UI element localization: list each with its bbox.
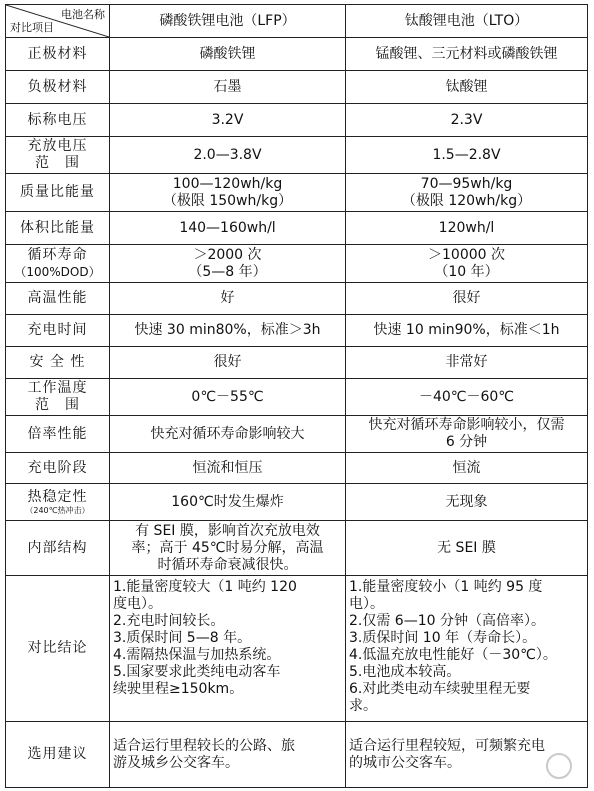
row-label: 负极材料 — [6, 71, 110, 104]
row-volume-energy — [6, 212, 588, 245]
row-advice — [6, 722, 588, 788]
lto-value — [346, 245, 588, 283]
lfp-value-line: 时循环寿命衰减很快。 — [157, 556, 298, 573]
lfp-value: 快充对循环寿命影响较大 — [110, 416, 346, 453]
row-label: 高温性能 — [6, 283, 110, 315]
lfp-value-line: （极限 150wh/kg） — [162, 192, 293, 209]
watermark-icon — [546, 753, 572, 779]
row-label: 安 全 性 — [6, 347, 110, 379]
lfp-value-line: 100—120wh/kg — [172, 175, 283, 192]
corner-cell — [6, 5, 110, 38]
row-label-line: 范 围 — [35, 397, 80, 413]
lto-value: －40℃－60℃ — [346, 379, 588, 416]
lfp-value-line: 游及城乡公交客车。 — [113, 754, 239, 771]
row-label: 内部结构 — [6, 521, 110, 576]
lto-conclusion-list — [346, 576, 588, 722]
list-item: 2.充电时间较长。 — [113, 613, 225, 629]
row-charge-stage — [6, 453, 588, 484]
lfp-value: 恒流和恒压 — [110, 453, 346, 484]
lfp-value: 0℃－55℃ — [110, 379, 346, 416]
lto-value: 钛酸锂 — [346, 71, 588, 104]
lfp-value: 石墨 — [110, 71, 346, 104]
lto-value-line: 的城市公交客车。 — [349, 754, 461, 771]
row-structure — [6, 521, 588, 576]
row-label: 体积比能量 — [6, 212, 110, 245]
lto-value-line: ＞10000 次 — [428, 246, 505, 263]
lfp-value — [110, 521, 346, 576]
list-item: 2.仅需 6—10 分钟（高倍率）。 — [349, 613, 545, 629]
lto-value: 恒流 — [346, 453, 588, 484]
lto-value-line: 适合运行里程较短，可频繁充电 — [349, 737, 545, 754]
row-rate — [6, 416, 588, 453]
lfp-value — [110, 245, 346, 283]
list-item: 3.质保时间 10 年（寿命长）。 — [349, 630, 537, 646]
list-item: 3.质保时间 5—8 年。 — [113, 630, 252, 646]
lto-value: 无 SEI 膜 — [346, 521, 588, 576]
row-label-line: 工作温度 — [27, 380, 88, 396]
lfp-value: 快速 30 min80%，标准＞3h — [110, 315, 346, 347]
lto-value: 1.5—2.8V — [346, 137, 588, 174]
row-anode — [6, 71, 588, 104]
lfp-value: 很好 — [110, 347, 346, 379]
row-label: 质量比能量 — [6, 174, 110, 212]
lfp-value — [110, 174, 346, 212]
row-temp-range — [6, 379, 588, 416]
row-label-line: 范 围 — [35, 155, 80, 171]
lfp-value: 磷酸铁锂 — [110, 38, 346, 71]
row-label — [6, 137, 110, 174]
list-item: 1.能量密度较大（1 吨约 120 — [113, 579, 297, 595]
row-label: 倍率性能 — [6, 416, 110, 453]
header-row — [6, 5, 588, 38]
row-label: 标称电压 — [6, 104, 110, 137]
row-label — [6, 484, 110, 521]
lfp-value-line: 有 SEI 膜，影响首次充放电效 — [135, 522, 320, 539]
lto-value — [346, 416, 588, 453]
lto-value: 非常好 — [346, 347, 588, 379]
lfp-value: 140—160wh/l — [110, 212, 346, 245]
row-thermal — [6, 484, 588, 521]
row-label-line: （240℃热冲击） — [25, 505, 90, 515]
list-item: 续驶里程≥150km。 — [113, 681, 244, 697]
lto-value-line: 6 分钟 — [445, 434, 488, 450]
lto-value: 120wh/l — [346, 212, 588, 245]
row-label: 正极材料 — [6, 38, 110, 71]
list-item: 6.对此类电动车续驶里程无要 — [349, 681, 531, 697]
row-voltage-range — [6, 137, 588, 174]
watermark-logo — [546, 753, 576, 779]
lfp-value-line: （5—8 年） — [188, 263, 267, 280]
row-label-line: 热稳定性 — [27, 488, 88, 505]
row-label: 充电阶段 — [6, 453, 110, 484]
list-item: 1.能量密度较小（1 吨约 95 度 — [349, 579, 543, 595]
lto-value-line: 70—95wh/kg — [420, 175, 513, 192]
comparison-table — [5, 4, 588, 788]
list-item: 5.电池成本较高。 — [349, 664, 461, 680]
row-conclusion — [6, 576, 588, 722]
lfp-value: 2.0—3.8V — [110, 137, 346, 174]
row-safety — [6, 347, 588, 379]
lto-value — [346, 174, 588, 212]
list-item: 求。 — [349, 698, 377, 714]
corner-bottom-label: 对比项目 — [10, 21, 54, 34]
lfp-value: 3.2V — [110, 104, 346, 137]
list-item: 5.国家要求此类纯电动客车 — [113, 664, 281, 680]
lfp-value — [110, 722, 346, 788]
row-label-line: （100%DOD） — [14, 264, 101, 279]
row-label: 充电时间 — [6, 315, 110, 347]
row-label: 选用建议 — [6, 722, 110, 788]
lto-value: 2.3V — [346, 104, 588, 137]
lfp-value: 好 — [110, 283, 346, 315]
row-cycle-life — [6, 245, 588, 283]
lto-value-line: 快充对循环寿命影响较小，仅需 — [368, 417, 565, 433]
lfp-value-line: 适合运行里程较长的公路、旅 — [113, 737, 295, 754]
column-header-lfp: 磷酸铁锂电池（LFP） — [110, 5, 346, 38]
list-item: 4.需隔热保温与加热系统。 — [113, 647, 281, 663]
row-label — [6, 245, 110, 283]
row-high-temp — [6, 283, 588, 315]
list-item: 电）。 — [349, 596, 384, 612]
lto-value: 锰酸锂、三元材料或磷酸铁锂 — [346, 38, 588, 71]
row-charge-time — [6, 315, 588, 347]
lto-value: 快速 10 min90%，标准＜1h — [346, 315, 588, 347]
lto-value-line: （10 年） — [434, 263, 499, 280]
lto-value: 无现象 — [346, 484, 588, 521]
lfp-value: 160℃时发生爆炸 — [110, 484, 346, 521]
list-item: 4.低温充放电性能好（－30℃）。 — [349, 647, 557, 663]
lfp-value-line: ＞2000 次 — [193, 246, 262, 263]
list-item: 度电）。 — [113, 596, 162, 612]
lto-value-line: （极限 120wh/kg） — [401, 192, 532, 209]
lfp-conclusion-list — [110, 576, 346, 722]
corner-top-label: 电池名称 — [61, 8, 105, 21]
row-label-line: 循环寿命 — [27, 246, 88, 263]
row-mass-energy — [6, 174, 588, 212]
column-header-lto: 钛酸锂电池（LTO） — [346, 5, 588, 38]
lto-value: 很好 — [346, 283, 588, 315]
row-nominal-voltage — [6, 104, 588, 137]
row-label: 对比结论 — [6, 576, 110, 722]
row-label — [6, 379, 110, 416]
lfp-value-line: 率；高于 45℃时易分解，高温 — [131, 539, 324, 556]
row-label-line: 充放电压 — [27, 138, 88, 154]
row-cathode — [6, 38, 588, 71]
